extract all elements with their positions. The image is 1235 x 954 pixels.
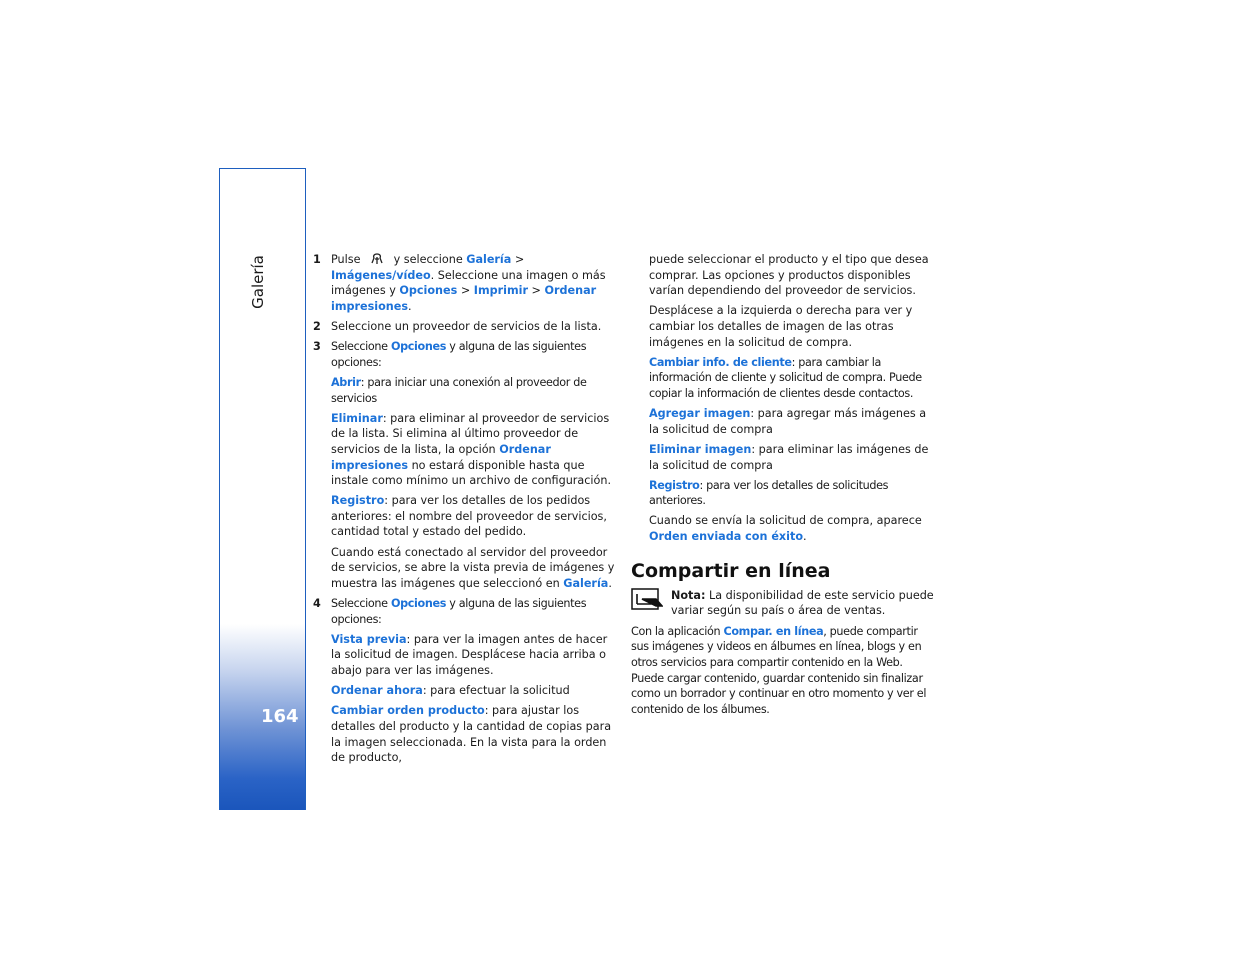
option-vista-previa (313, 632, 618, 679)
option-label: Vista previa (331, 632, 407, 646)
scroll-paragraph: Desplácese a la izquierda o derecha para ver y cambiar los detalles de imagen de las otras imágenes en la solicitud de compra. (649, 304, 913, 349)
option-label: Agregar imagen (649, 407, 751, 421)
option-ordenar-ahora (313, 683, 618, 699)
step-3 (313, 339, 618, 370)
text: , puede compartir sus imágenes y videos en álbumes en línea, blogs y en otros servicios para compartir contenido en la Web. Puede cargar contenido, guardar contenido sin finalizar como un borrador y continuar en otro momento y ver el contenido de los álbumes. (631, 624, 927, 716)
sent-paragraph (631, 513, 936, 544)
option-label: Eliminar (331, 411, 383, 425)
menu-imagenes-video: Imágenes/vídeo (331, 268, 431, 282)
right-column (631, 252, 936, 722)
menu-galeria: Galería (563, 576, 609, 590)
step-2 (313, 319, 618, 335)
option-label: Registro (331, 494, 385, 508)
text: no estará disponible hasta que instale como mínimo un archivo de configuración. (331, 458, 612, 488)
separator: > (514, 253, 525, 266)
text: . Seleccione una imagen o más imágenes y (331, 268, 606, 298)
text: : para agregar más imágenes a la solicitud de compra (649, 407, 927, 436)
text: y alguna de las siguientes opciones: (331, 597, 587, 626)
option-label: Ordenar ahora (331, 684, 423, 698)
menu-opciones: Opciones (399, 284, 458, 298)
step-number: 4 (313, 597, 321, 611)
option-abrir (313, 375, 618, 406)
step-4 (313, 596, 618, 627)
text: y seleccione (393, 253, 463, 266)
status-orden-enviada: Orden enviada con éxito (649, 530, 804, 544)
connected-paragraph (313, 545, 618, 592)
separator: > (460, 284, 471, 298)
option-label: Eliminar imagen (649, 442, 752, 456)
option-registro (631, 478, 936, 509)
text: Cuando se envía la solicitud de compra, aparece (649, 514, 922, 528)
option-cambiar-orden (313, 703, 618, 765)
text: : para eliminar al proveedor de servicios de la lista. Si elimina al último proveedor de servicios de la lista, la opción (331, 411, 610, 456)
left-column (313, 252, 618, 770)
text: y alguna de las siguientes opciones: (331, 340, 587, 369)
continuation-paragraph: puede seleccionar el producto y el tipo que desea comprar. Las opciones y productos disponibles varían dependiendo del proveedor de servicios. (649, 253, 929, 298)
menu-imprimir: Imprimir (473, 284, 528, 298)
text: : para ver la imagen antes de hacer la solicitud de imagen. Desplácese hacia arriba o abajo para ver las imágenes. (331, 632, 608, 677)
option-eliminar-imagen (631, 442, 936, 473)
option-label: Cambiar info. de cliente (649, 355, 792, 369)
text: Cuando está conectado al servidor del proveedor de servicios, se abre la vista previa de imágenes y muestra las imágenes que seleccionó en (331, 545, 615, 590)
step-number: 1 (313, 253, 321, 266)
text: : para ver los detalles de los pedidos anteriores: el nombre del proveedor de servicios, cantidad total y estado del pedido. (331, 494, 607, 539)
note-text: La disponibilidad de este servicio puede variar según su país o área de ventas. (671, 588, 934, 618)
menu-key-icon (370, 253, 384, 265)
step-1 (313, 252, 618, 314)
text: Seleccione un proveedor de servicios de la lista. (331, 319, 602, 333)
menu-opciones: Opciones (390, 597, 447, 611)
menu-opciones: Opciones (390, 340, 447, 354)
text: Seleccione (331, 340, 388, 354)
text: : para cambiar la información de cliente y solicitud de compra. Puede copiar la información de clientes desde contactos. (649, 355, 922, 400)
option-registro (313, 493, 618, 540)
text: : para ver los detalles de solicitudes anteriores. (649, 478, 889, 508)
text: Seleccione (331, 597, 388, 611)
note-box (631, 588, 936, 619)
option-cambiar-info (631, 355, 936, 402)
text: : para iniciar una conexión al proveedor de servicios (331, 375, 587, 405)
menu-ordenar-impresiones: Ordenar impresiones (331, 442, 551, 472)
section-heading: Compartir en línea (631, 559, 831, 582)
section-tab-title: Galería (249, 255, 267, 309)
text: . (408, 299, 412, 313)
option-label: Registro (649, 478, 700, 492)
option-agregar-imagen (631, 406, 936, 437)
menu-ordenar-impresiones: Ordenar impresiones (331, 284, 597, 313)
separator: > (531, 284, 541, 298)
text: . (803, 530, 807, 544)
text: Pulse (331, 253, 361, 266)
text: : para efectuar la solicitud (422, 684, 570, 698)
compar-paragraph (631, 624, 936, 718)
text: : para ajustar los detalles del producto y la cantidad de copias para la imagen seleccionada. En la vista para la orden de producto, (331, 704, 612, 765)
note-label: Nota: (671, 588, 706, 602)
menu-galeria: Galería (466, 253, 512, 266)
option-label: Abrir (331, 375, 361, 389)
note-icon (631, 588, 663, 610)
text: : para eliminar las imágenes de la solicitud de compra (649, 442, 929, 472)
app-compar-en-linea: Compar. en línea (723, 624, 824, 638)
page-number: 164 (261, 706, 299, 727)
option-label: Cambiar orden producto (331, 704, 485, 718)
text: . (608, 576, 612, 590)
step-number: 2 (313, 319, 321, 333)
step-number: 3 (313, 340, 321, 354)
text: Con la aplicación (631, 624, 721, 638)
option-eliminar (313, 411, 618, 489)
